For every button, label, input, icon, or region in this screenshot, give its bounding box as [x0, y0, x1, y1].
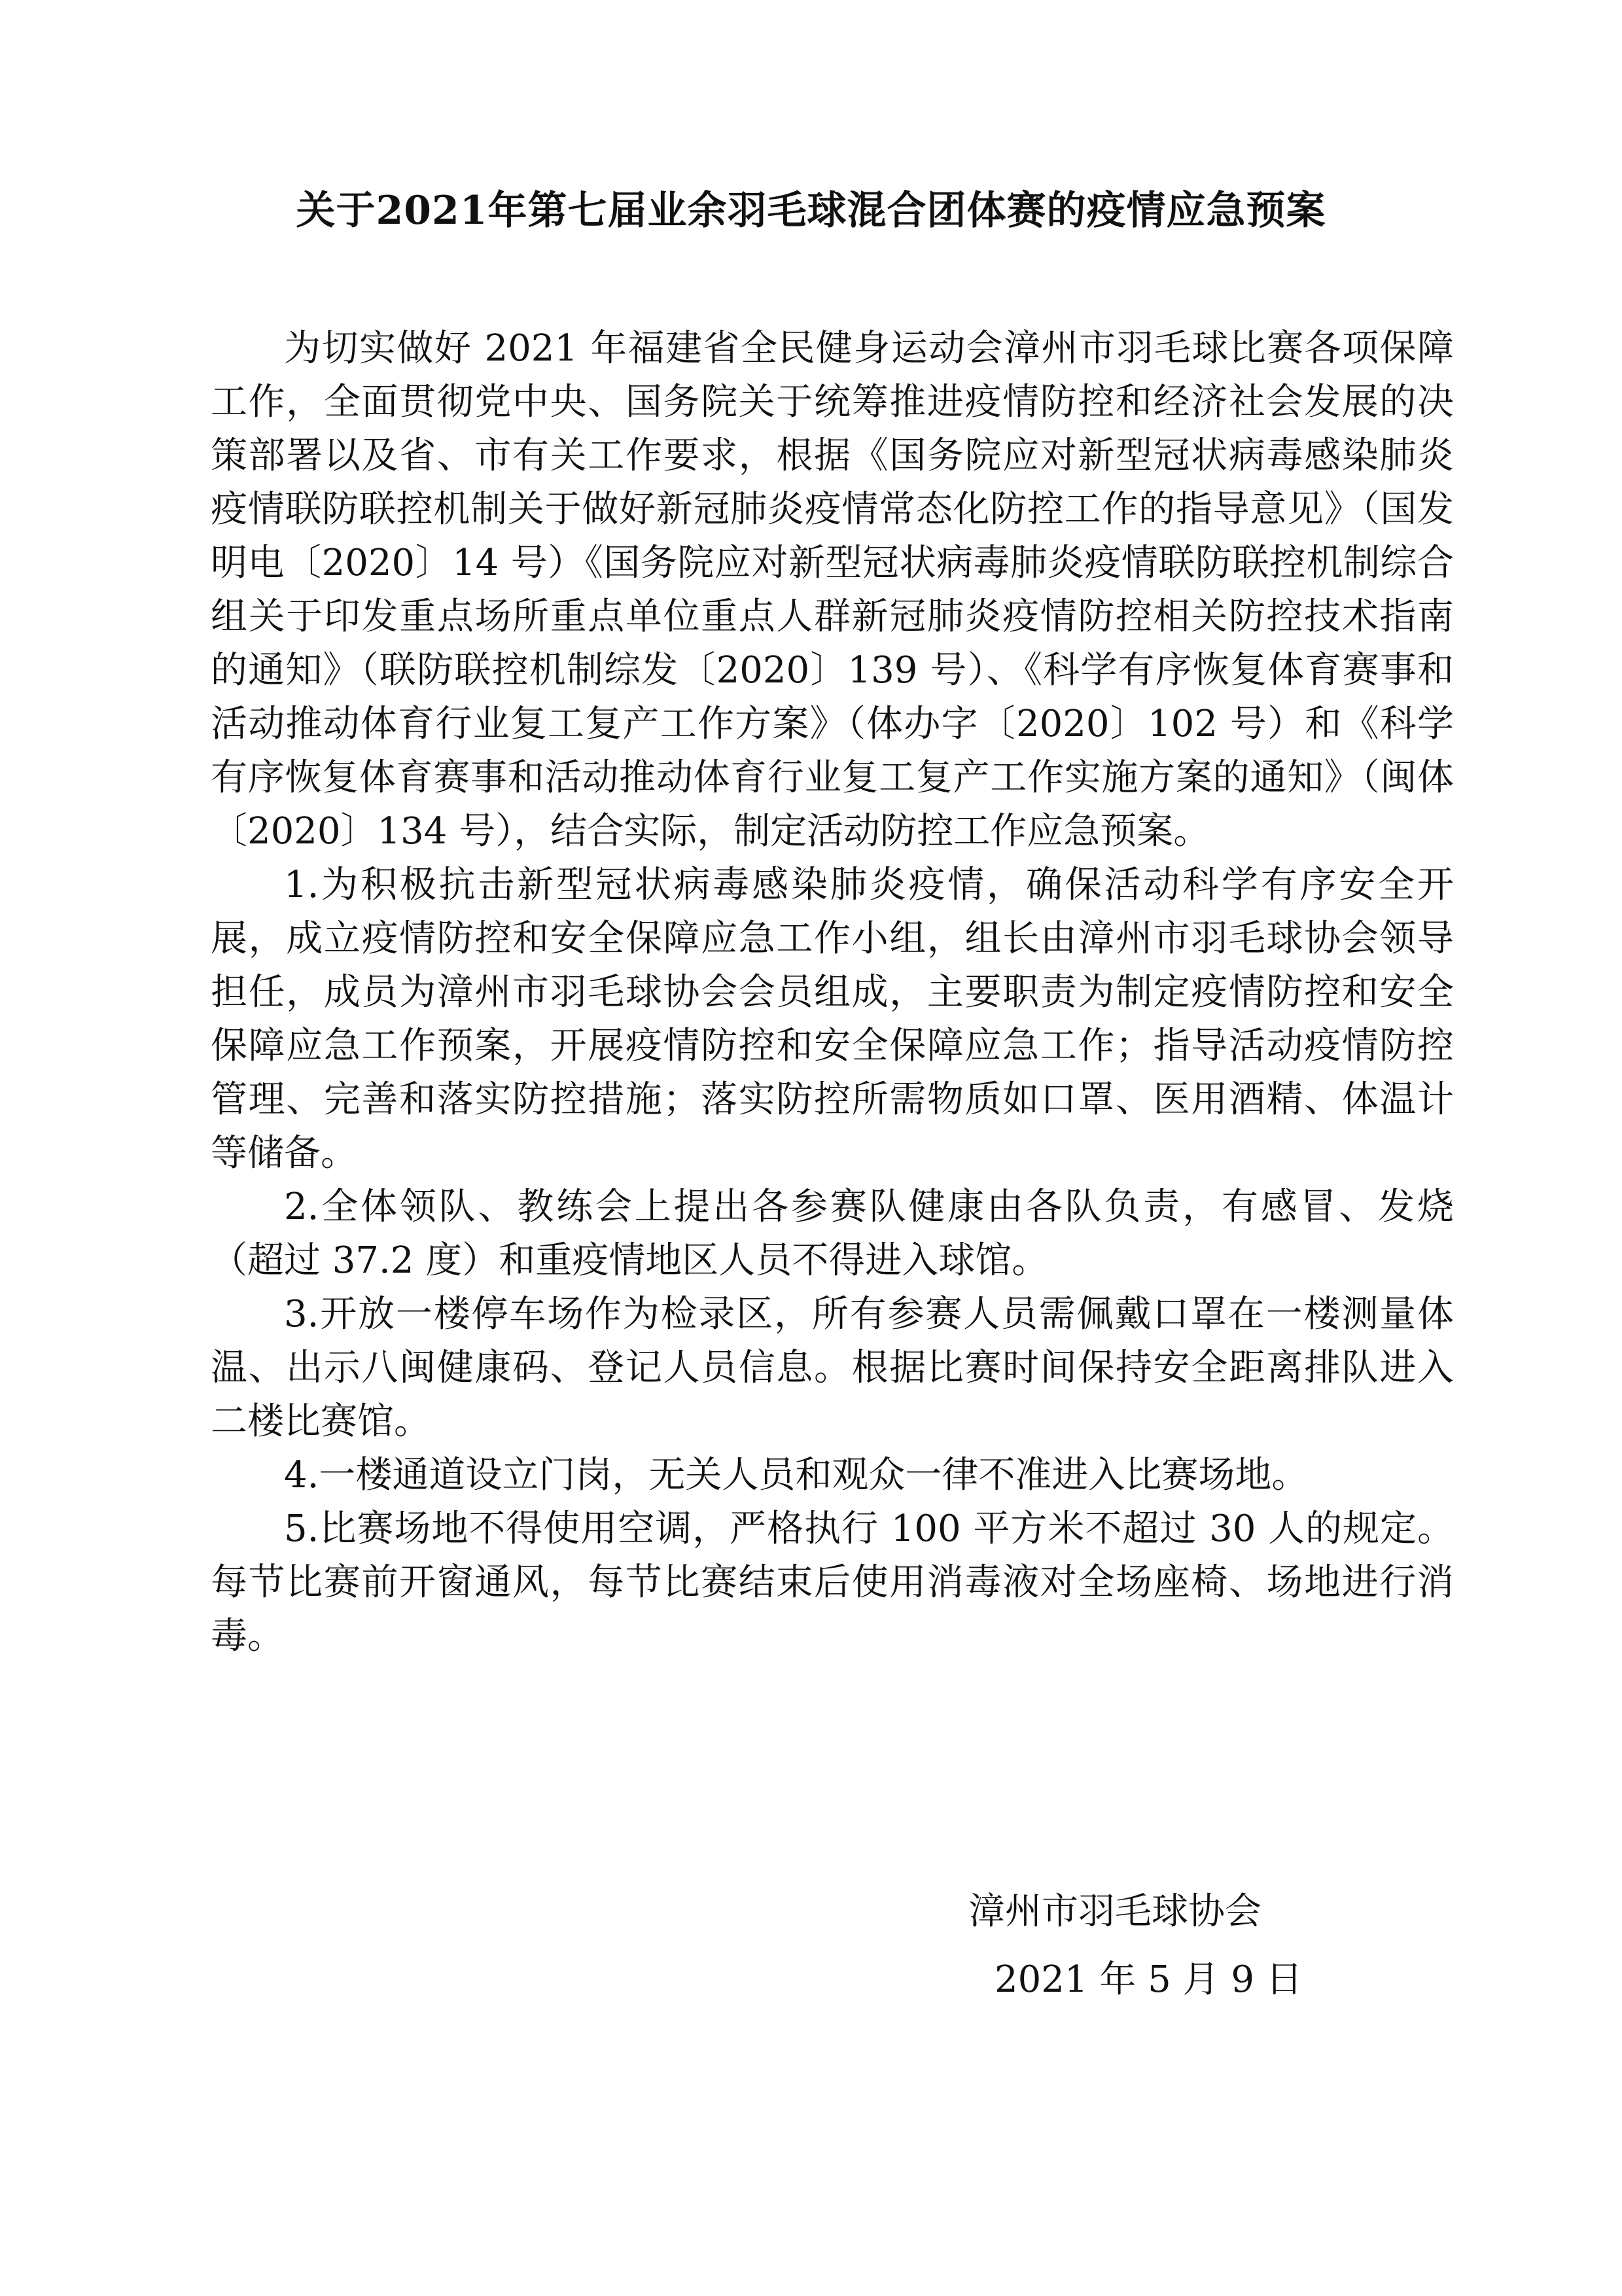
document-body — [211, 322, 1454, 1663]
paragraph-item-4: 4.一楼通道设立门岗，无关人员和观众一律不准进入比赛场地。 — [284, 1454, 1309, 1496]
document-title: 关于2021年第七届业余羽毛球混合团体赛的疫情应急预案 — [296, 188, 1326, 234]
signature-organization: 漳州市羽毛球协会 — [968, 1890, 1261, 1933]
signature-date: 2021 年 5 月 9 日 — [995, 1958, 1303, 2001]
paragraph-item-5: 5.比赛场地不得使用空调，严格执行 100 平方米不超过 30 人的规定。每节比赛前开窗通风，每节比赛结束后使用消毒液对全场座椅、场地进行消毒。 — [211, 1508, 1454, 1657]
signature-block — [955, 1878, 1453, 2014]
paragraph-item-2: 2.全体领队、教练会上提出各参赛队健康由各队负责，有感冒、发烧（超过 37.2 度）和重疫情地区人员不得进入球馆。 — [211, 1186, 1454, 1282]
paragraph-item-3: 3.开放一楼停车场作为检录区，所有参赛人员需佩戴口罩在一楼测量体温、出示八闽健康码、登记人员信息。根据比赛时间保持安全距离排队进入二楼比赛馆。 — [211, 1293, 1454, 1443]
paragraph-intro: 为切实做好 2021 年福建省全民健身运动会漳州市羽毛球比赛各项保障工作，全面贯彻党中央、国务院关于统筹推进疫情防控和经济社会发展的决策部署以及省、市有关工作要求，根据《国务院应对新型冠状病毒感染肺炎疫情联防联控机制关于做好新冠肺炎疫情常态化防控工作的指导意见》（国发明电〔2020〕14 号）《国务院应对新型冠状病毒肺炎疫情联防联控机制综合组关于印发重点场所重点单位重点人群新冠肺炎疫情防控相关防控技术指南的通知》（联防联控机制综发〔2020〕139 号）、《科学有序恢复体育赛事和活动推动体育行业复工复产工作方案》（体办字〔2020〕102 号）和《科学有序恢复体育赛事和活动推动体育行业复工复产工作实施方案的通知》（闽体〔2020〕134 号），结合实际，制定活动防控工作应急预案。 — [211, 327, 1454, 853]
paragraph-item-1: 1.为积极抗击新型冠状病毒感染肺炎疫情，确保活动科学有序安全开展，成立疫情防控和安全保障应急工作小组，组长由漳州市羽毛球协会领导担任，成员为漳州市羽毛球协会会员组成，主要职责为制定疫情防控和安全保障应急工作预案，开展疫情防控和安全保障应急工作；指导活动疫情防控管理、完善和落实防控措施；落实防控所需物质如口罩、医用酒精、体温计等储备。 — [211, 864, 1454, 1174]
